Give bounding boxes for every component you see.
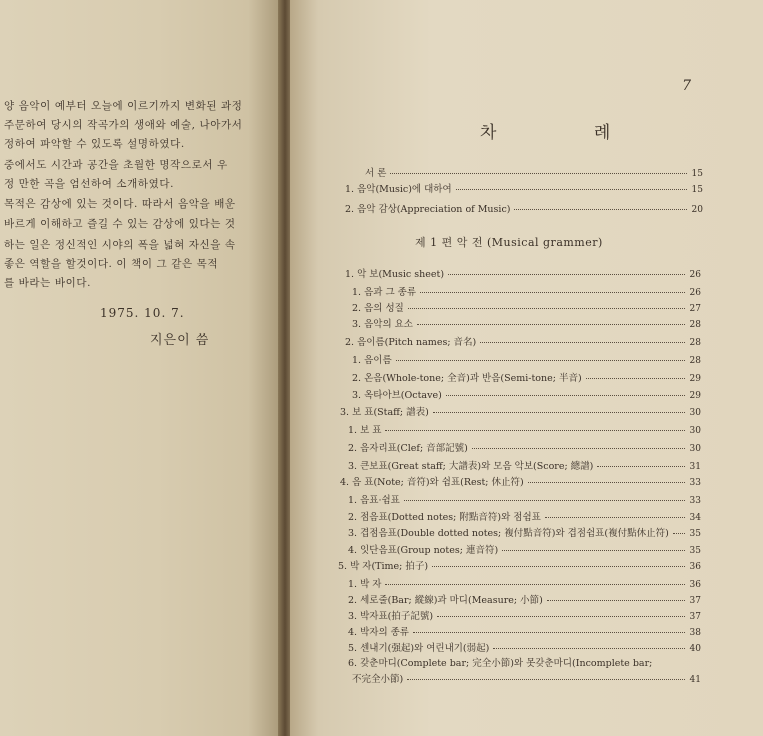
toc-entry-label: 3. 옥타아브(Octave) xyxy=(352,390,442,401)
toc-entry xyxy=(338,558,701,572)
dot-leader xyxy=(597,466,685,467)
toc-entry-page: 30 xyxy=(689,444,701,454)
preface-line: 목적은 감상에 있는 것이다. 따라서 음악을 배운 xyxy=(4,198,236,210)
toc-entry-label: 4. 잇단음표(Group notes; 連音符) xyxy=(348,545,499,556)
toc-entry-label: 1. 보 표 xyxy=(348,425,382,436)
toc-entry-label: 4. 음 표(Note; 音符)와 쉼표(Rest; 休止符) xyxy=(340,477,524,488)
toc-entry xyxy=(345,181,703,195)
toc-entry xyxy=(348,624,701,638)
dot-leader xyxy=(385,584,685,585)
toc-entry xyxy=(352,387,701,401)
toc-entry-label: 3. 보 표(Staff; 譜表) xyxy=(340,407,429,418)
toc-title: 차 례 xyxy=(480,123,657,143)
page-number: 7 xyxy=(682,78,691,94)
toc-entry-page: 26 xyxy=(689,270,701,280)
toc-entry-label: 5. 박 자(Time; 拍子) xyxy=(338,561,429,572)
toc-entry-label: 2. 세로줄(Bar; 縱線)과 마디(Measure; 小節) xyxy=(348,595,543,606)
dot-leader xyxy=(408,308,685,309)
toc-entry xyxy=(352,671,701,685)
toc-entry-label: 1. 악 보(Music sheet) xyxy=(345,269,445,280)
toc-entry-label: 2. 온음(Whole-tone; 全音)과 반음(Semi-tone; 半音) xyxy=(352,373,582,384)
toc-entry-page: 26 xyxy=(689,288,701,298)
toc-entry xyxy=(340,404,701,418)
toc-entry xyxy=(365,165,703,179)
toc-entry-label: 1. 음이름 xyxy=(352,355,392,366)
toc-entry-label: 3. 겹점음표(Double dotted notes; 複付點音符)와 겹점쉼표(複付點休止符) xyxy=(348,528,669,539)
dot-leader xyxy=(413,632,685,633)
toc-entry-label: 2. 점음표(Dotted notes; 附點音符)와 점쉼표 xyxy=(348,512,541,523)
toc-entry-page: 31 xyxy=(689,462,701,472)
dot-leader xyxy=(404,500,685,501)
toc-entry-page: 36 xyxy=(689,580,701,590)
toc-entry-label: 2. 음이름(Pitch names; 音名) xyxy=(345,337,477,348)
toc-entry-label: 1. 음과 그 종류 xyxy=(352,287,417,298)
toc-entry-page: 27 xyxy=(689,304,701,314)
dot-leader xyxy=(385,430,685,431)
toc-entry xyxy=(352,352,701,366)
dot-leader xyxy=(420,292,685,293)
toc-entry-page: 20 xyxy=(691,205,703,215)
toc-entry xyxy=(348,608,701,622)
toc-entry xyxy=(345,334,701,348)
toc-entry xyxy=(348,640,701,654)
dot-leader xyxy=(586,378,685,379)
toc-entry-page: 28 xyxy=(689,320,701,330)
toc-entry-page: 29 xyxy=(689,374,701,384)
toc-entry-label: 3. 큰보표(Great staff; 大譜表)와 모음 악보(Score; 總譜) xyxy=(348,461,594,472)
dot-leader xyxy=(432,566,685,567)
toc-entry xyxy=(340,474,701,488)
dot-leader xyxy=(417,324,685,325)
toc-entry-page: 28 xyxy=(689,356,701,366)
right-page xyxy=(290,0,763,736)
toc-entry-label: 1. 음악(Music)에 대하여 xyxy=(345,184,452,195)
dot-leader xyxy=(396,360,685,361)
toc-entry-page: 15 xyxy=(691,185,703,195)
toc-entry-page: 34 xyxy=(689,513,701,523)
part-heading: 제 1 편 악 전 (Musical grammer) xyxy=(415,236,603,249)
toc-entry xyxy=(348,422,701,436)
toc-entry-label: 6. 갖춘마디(Complete bar; 完全小節)와 못갖춘마디(Incomplete bar; xyxy=(348,658,653,669)
preface-line: 를 바라는 바이다. xyxy=(4,277,92,289)
toc-entry-label: 2. 음의 성질 xyxy=(352,303,404,314)
toc-entry-label: 不完全小節) xyxy=(352,674,404,685)
toc-entry-label: 3. 박자표(拍子記號) xyxy=(348,611,434,622)
dot-leader xyxy=(456,189,687,190)
preface-line: 양 음악이 예부터 오늘에 이르기까지 변화된 과정 xyxy=(4,100,243,112)
toc-entry xyxy=(348,592,701,606)
toc-entry-label: 3. 음악의 요소 xyxy=(352,319,413,330)
preface-author: 지은이 씀 xyxy=(150,333,210,348)
toc-entry-page: 33 xyxy=(689,478,701,488)
dot-leader xyxy=(514,209,687,210)
toc-entry xyxy=(352,316,701,330)
toc-entry-page: 41 xyxy=(689,675,701,685)
toc-entry xyxy=(348,509,701,523)
toc-entry xyxy=(348,440,701,454)
toc-entry xyxy=(345,201,703,215)
toc-entry-label: 1. 음표·쉼표 xyxy=(348,495,400,506)
dot-leader xyxy=(446,395,685,396)
dot-leader xyxy=(480,342,685,343)
dot-leader xyxy=(472,448,685,449)
toc-entry xyxy=(352,284,701,298)
toc-entry-label: 4. 박자의 종류 xyxy=(348,627,409,638)
toc-entry-page: 28 xyxy=(689,338,701,348)
toc-entry-label: 2. 음자리표(Clef; 音部記號) xyxy=(348,443,468,454)
preface-line: 주문하여 당시의 작곡가의 생애와 예술, 나아가서 xyxy=(4,119,243,131)
dot-leader xyxy=(528,482,685,483)
dot-leader xyxy=(433,412,685,413)
toc-entry-page: 37 xyxy=(689,612,701,622)
toc-entry-page: 15 xyxy=(691,169,703,179)
toc-entry-page: 35 xyxy=(689,546,701,556)
preface-date: 1975. 10. 7. xyxy=(100,306,185,320)
dot-leader xyxy=(493,648,685,649)
toc-entry-label: 서 론 xyxy=(365,168,387,179)
dot-leader xyxy=(437,616,685,617)
toc-entry-page: 40 xyxy=(689,644,701,654)
preface-line: 하는 일은 정신적인 시야의 폭을 넓혀 자신을 속 xyxy=(4,239,236,251)
toc-entry xyxy=(352,300,701,314)
preface-line: 정하여 파악할 수 있도록 설명하였다. xyxy=(4,138,185,150)
toc-entry-page: 30 xyxy=(689,408,701,418)
toc-entry xyxy=(348,525,701,539)
toc-entry-page: 37 xyxy=(689,596,701,606)
toc-entry-page: 35 xyxy=(689,529,701,539)
toc-entry-label: 5. 센내기(强起)와 여린내기(弱起) xyxy=(348,643,490,654)
dot-leader xyxy=(448,274,685,275)
preface-line: 정 만한 곡을 엄선하여 소개하였다. xyxy=(4,178,175,190)
toc-entry-page: 36 xyxy=(689,562,701,572)
toc-entry-page: 29 xyxy=(689,391,701,401)
toc-entry xyxy=(348,576,701,590)
toc-entry xyxy=(348,492,701,506)
toc-entry-page: 33 xyxy=(689,496,701,506)
dot-leader xyxy=(673,533,685,534)
preface-line: 좋은 역할을 할것이다. 이 책이 그 같은 목적 xyxy=(4,258,219,270)
preface-line: 바르게 이해하고 즐길 수 있는 감상에 있다는 것 xyxy=(4,218,236,230)
toc-entry-page: 30 xyxy=(689,426,701,436)
toc-entry xyxy=(348,458,701,472)
toc-entry-label: 1. 박 자 xyxy=(348,579,382,590)
toc-entry-page: 38 xyxy=(689,628,701,638)
dot-leader xyxy=(407,679,685,680)
toc-entry xyxy=(348,542,701,556)
left-page xyxy=(0,0,282,736)
dot-leader xyxy=(502,550,685,551)
toc-entry-label: 2. 음악 감상(Appreciation of Music) xyxy=(345,204,511,215)
dot-leader xyxy=(547,600,685,601)
toc-entry xyxy=(352,370,701,384)
toc-entry xyxy=(345,266,701,280)
preface-line: 중에서도 시간과 공간을 초월한 명작으로서 우 xyxy=(4,159,228,171)
dot-leader xyxy=(545,517,685,518)
dot-leader xyxy=(390,173,687,174)
